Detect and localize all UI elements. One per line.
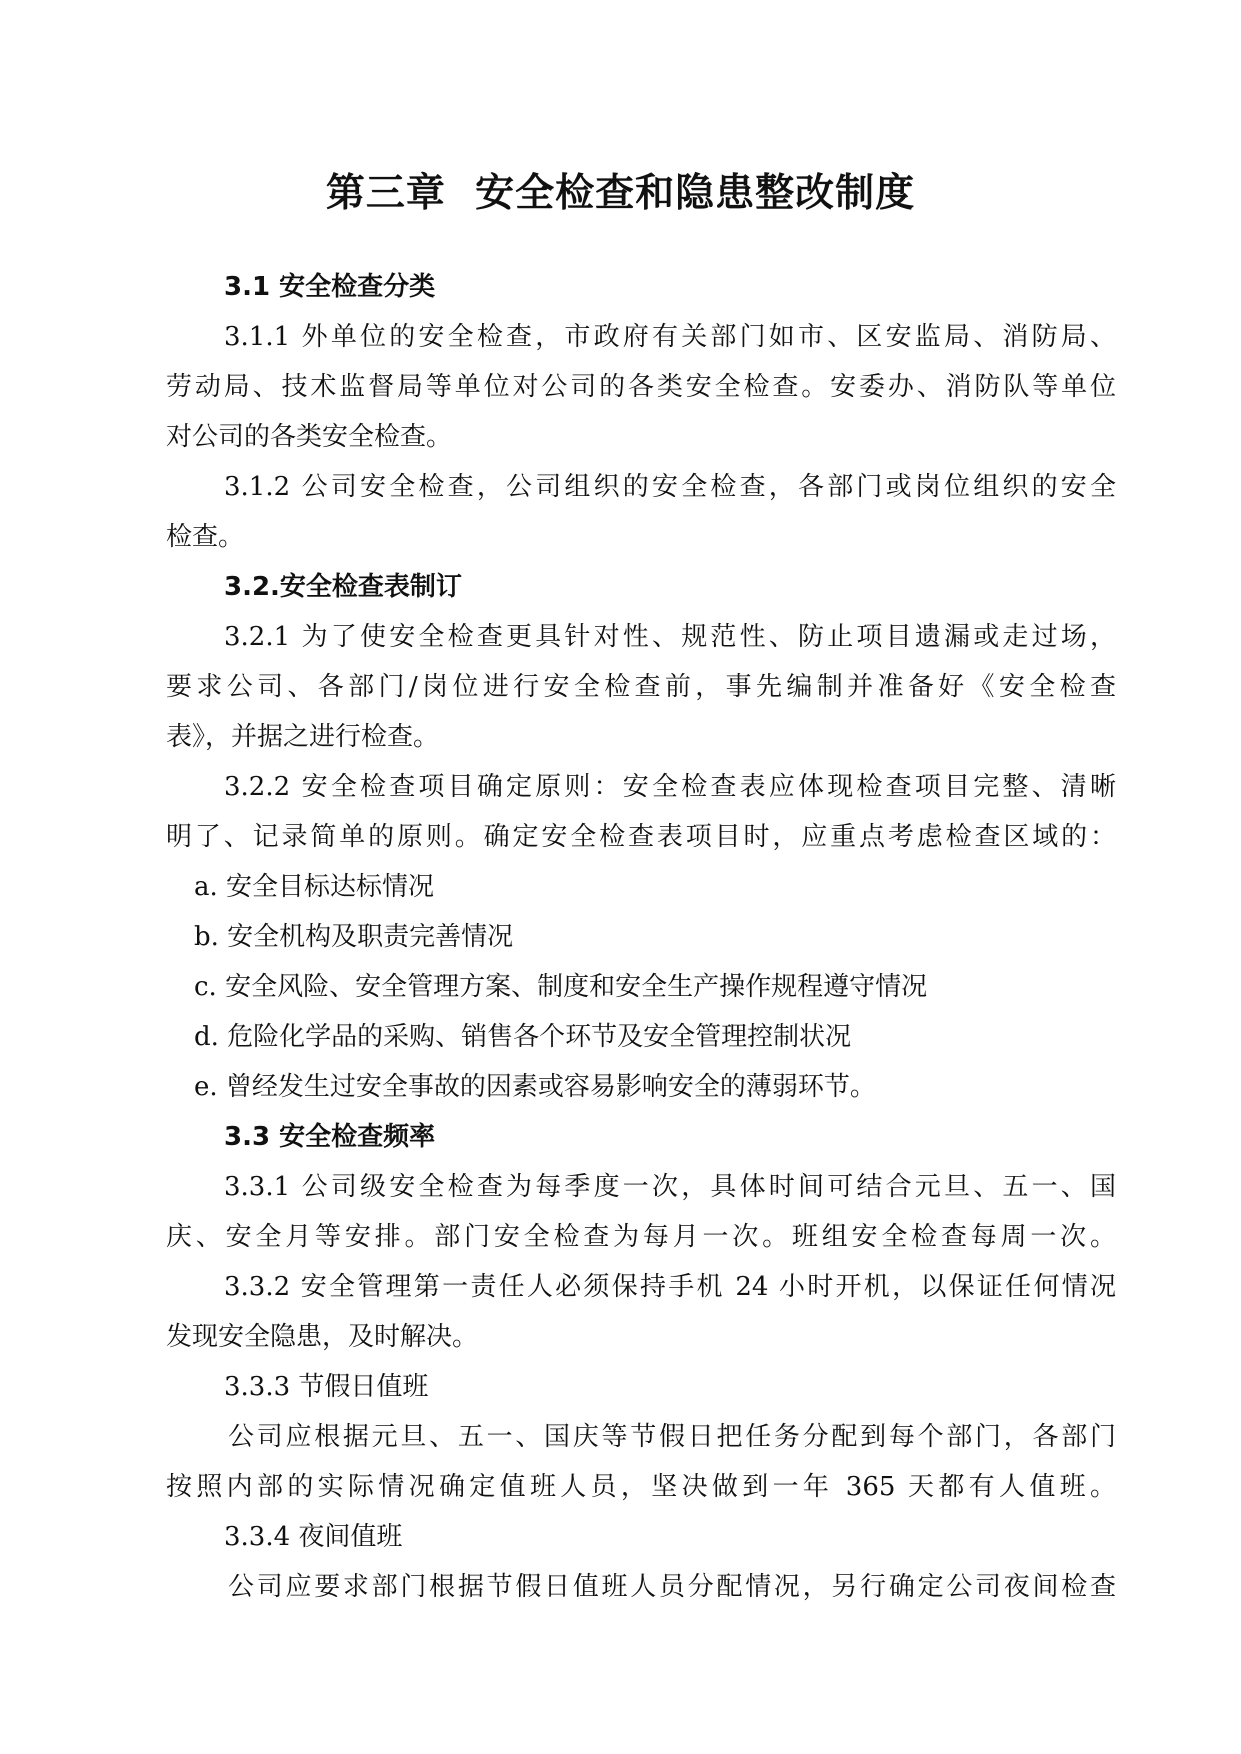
- paragraph-3-2-2-line-2: 明了、记录简单的原则。确定安全检查表项目时，应重点考虑检查区域的：: [166, 822, 1116, 852]
- list-item-d: d. 危险化学品的采购、销售各个环节及安全管理控制状况: [194, 1022, 852, 1052]
- paragraph-3-1-2-line-1: 3.1.2 公司安全检查，公司组织的安全检查，各部门或岗位组织的安全: [224, 472, 1116, 502]
- paragraph-3-2-2-line-1: 3.2.2 安全检查项目确定原则：安全检查表应体现检查项目完整、清晰: [224, 772, 1116, 802]
- paragraph-3-3-1-line-2: 庆、安全月等安排。部门安全检查为每月一次。班组安全检查每周一次。: [166, 1222, 1116, 1252]
- paragraph-3-3-2-line-2: 发现安全隐患，及时解决。: [166, 1322, 479, 1352]
- list-item-a: a. 安全目标达标情况: [194, 872, 435, 902]
- subheading-3-3-4: 3.3.4 夜间值班: [224, 1522, 403, 1552]
- paragraph-3-3-4-line-1: 公司应要求部门根据节假日值班人员分配情况，另行确定公司夜间检查: [228, 1572, 1116, 1602]
- paragraph-3-1-1-line-1: 3.1.1 外单位的安全检查，市政府有关部门如市、区安监局、消防局、: [224, 322, 1116, 352]
- list-item-c: c. 安全风险、安全管理方案、制度和安全生产操作规程遵守情况: [194, 972, 928, 1002]
- section-heading-3-3: 3.3 安全检查频率: [224, 1122, 436, 1152]
- paragraph-3-2-1-line-1: 3.2.1 为了使安全检查更具针对性、规范性、防止项目遗漏或走过场，: [224, 622, 1116, 652]
- paragraph-3-3-3-line-1: 公司应根据元旦、五一、国庆等节假日把任务分配到每个部门，各部门: [228, 1422, 1116, 1452]
- paragraph-3-1-1-line-2: 劳动局、技术监督局等单位对公司的各类安全检查。安委办、消防队等单位: [166, 372, 1116, 402]
- section-heading-3-1: 3.1 安全检查分类: [224, 272, 436, 302]
- paragraph-3-2-1-line-3: 表》，并据之进行检查。: [166, 722, 440, 752]
- chapter-title: 第三章 安全检查和隐患整改制度: [325, 171, 916, 216]
- document-body: [166, 262, 1116, 1612]
- paragraph-3-2-1-line-2: 要求公司、各部门/岗位进行安全检查前，事先编制并准备好《安全检查: [166, 672, 1116, 702]
- subheading-3-3-3: 3.3.3 节假日值班: [224, 1372, 429, 1402]
- paragraph-3-1-2-line-2: 检查。: [166, 522, 245, 552]
- paragraph-3-1-1-line-3: 对公司的各类安全检查。: [166, 422, 453, 452]
- paragraph-3-3-3-line-2: 按照内部的实际情况确定值班人员，坚决做到一年 365 天都有人值班。: [166, 1472, 1116, 1502]
- list-item-b: b. 安全机构及职责完善情况: [194, 922, 514, 952]
- paragraph-3-3-1-line-1: 3.3.1 公司级安全检查为每季度一次，具体时间可结合元旦、五一、国: [224, 1172, 1116, 1202]
- section-heading-3-2: 3.2.安全检查表制订: [224, 572, 462, 602]
- list-item-e: e. 曾经发生过安全事故的因素或容易影响安全的薄弱环节。: [194, 1072, 876, 1102]
- paragraph-3-3-2-line-1: 3.3.2 安全管理第一责任人必须保持手机 24 小时开机，以保证任何情况: [224, 1272, 1116, 1302]
